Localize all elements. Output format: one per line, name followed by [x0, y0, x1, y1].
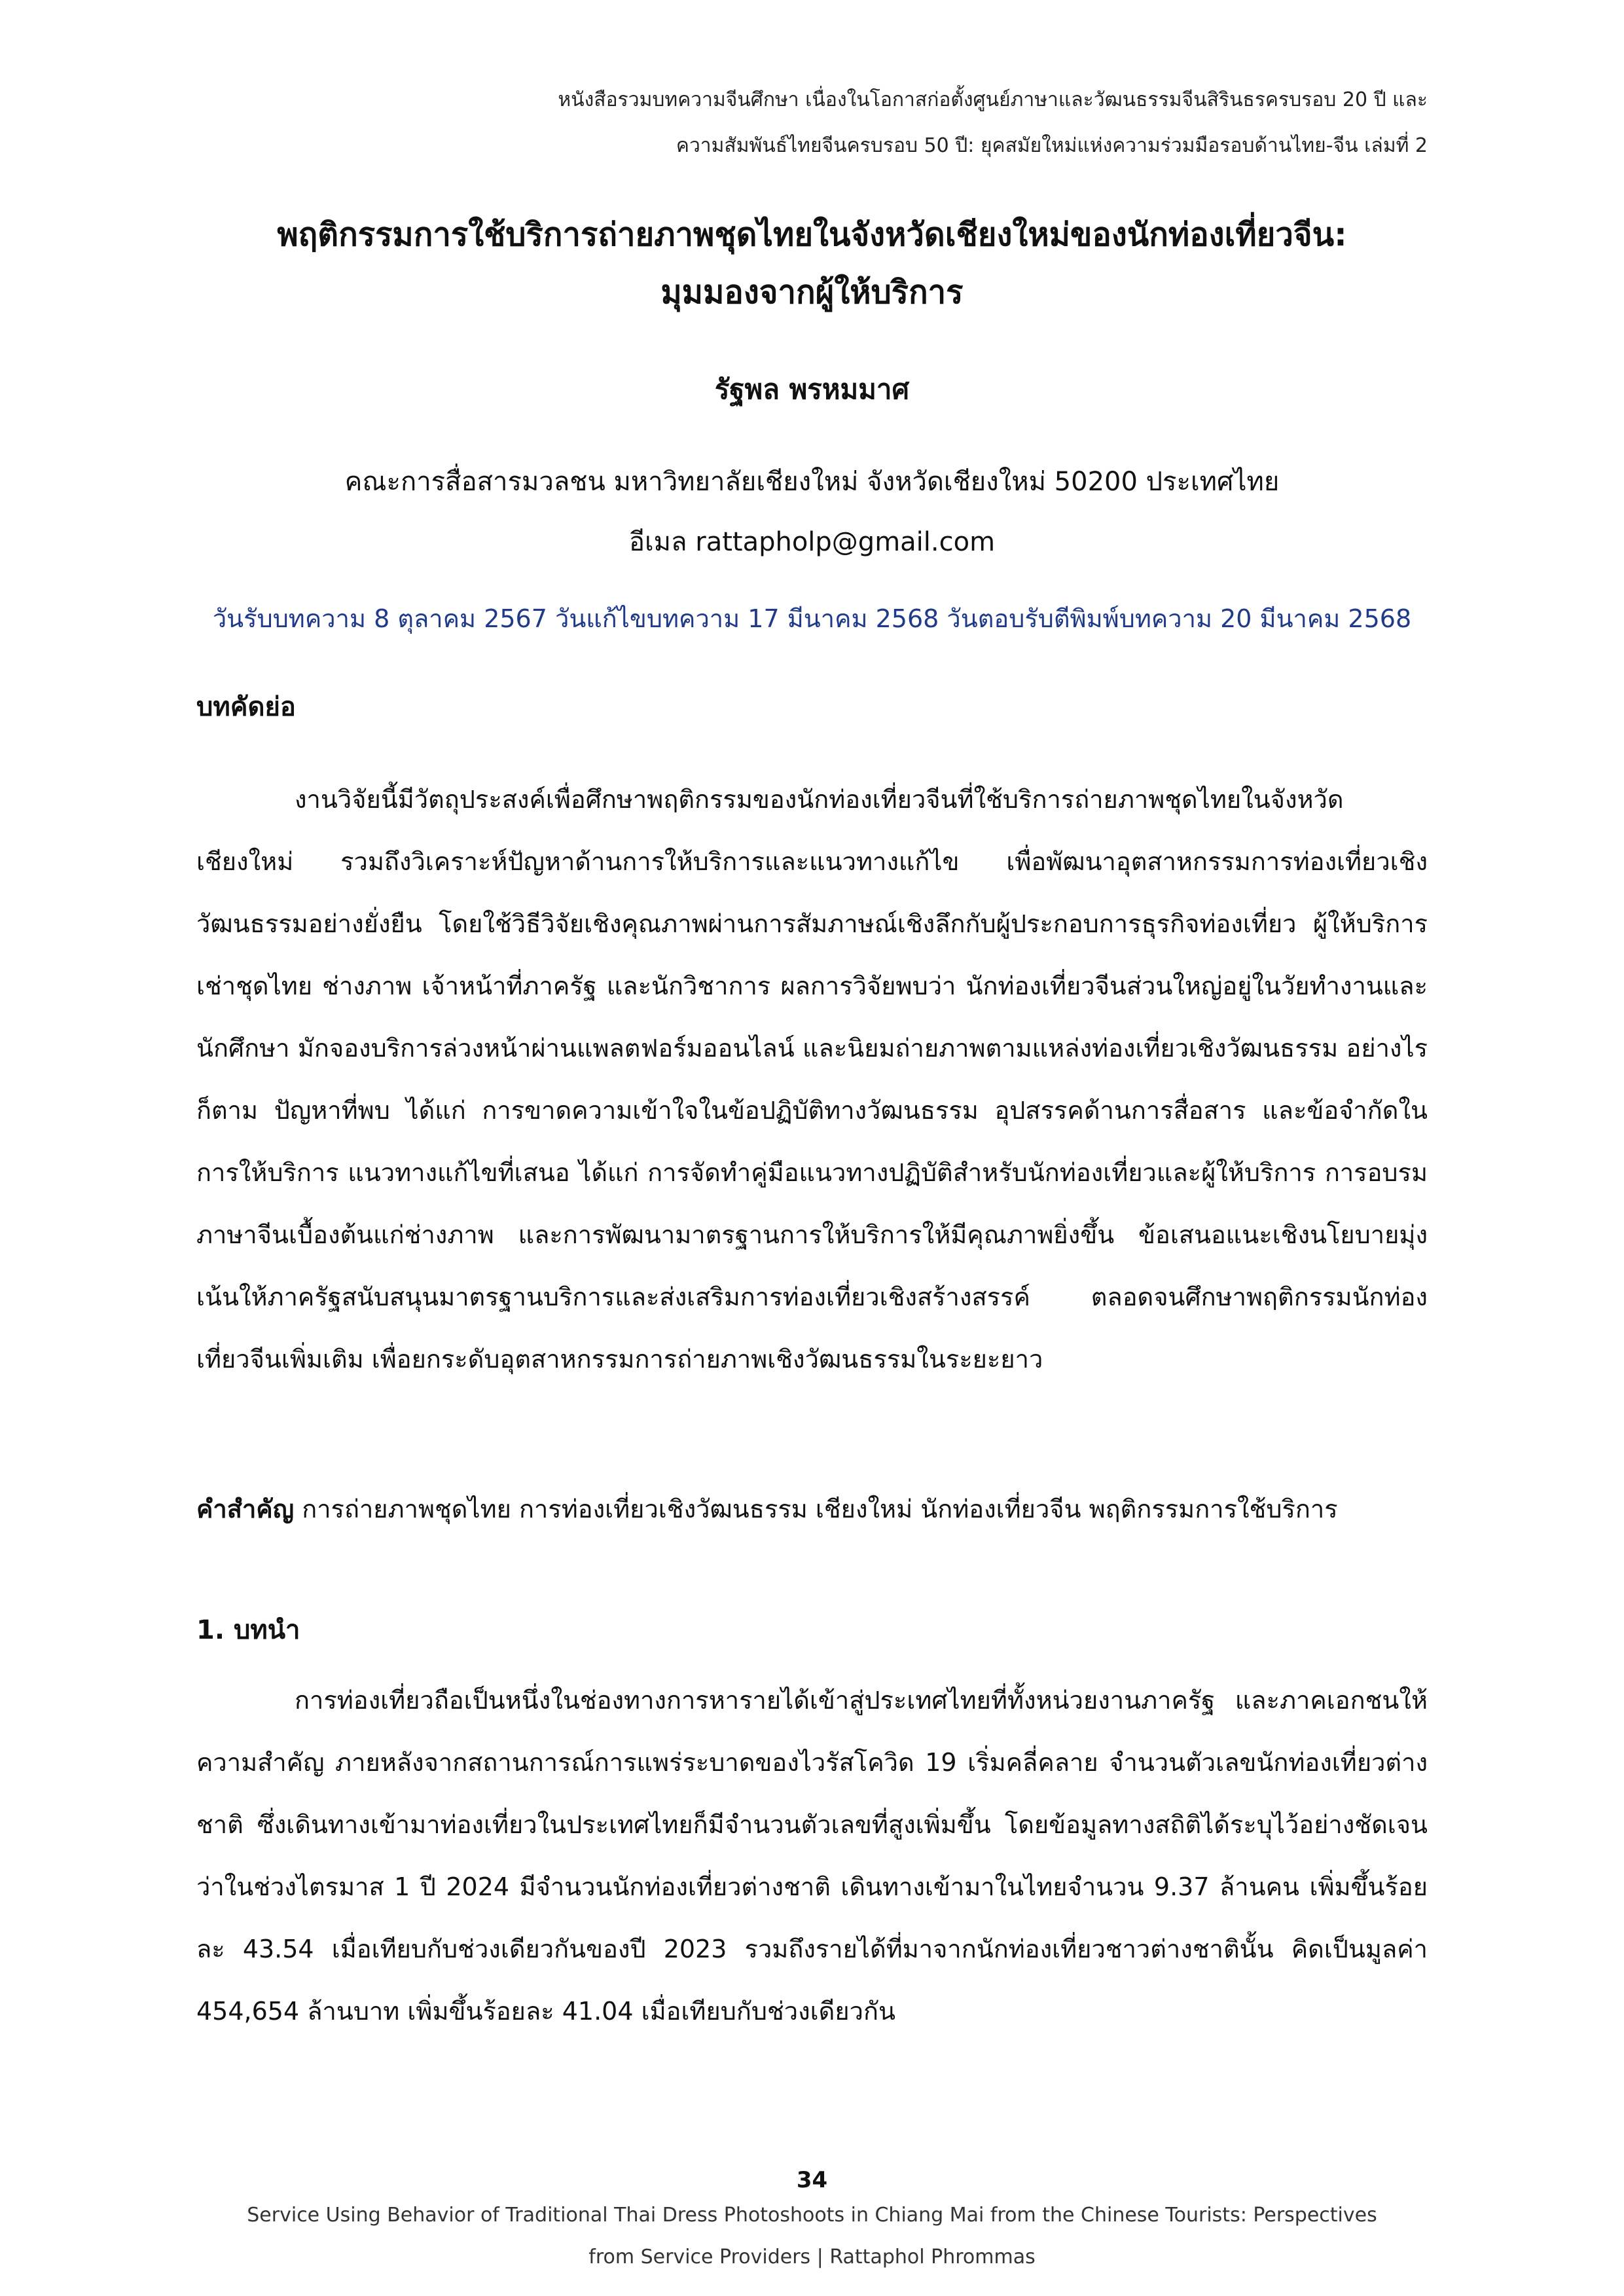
abstract-paragraph	[196, 769, 1428, 1391]
footer-line-1: Service Using Behavior of Traditional Thai Dress Photoshoots in Chiang Mai from the Chinese Tourists: Perspectives	[247, 2204, 1377, 2227]
author-affiliation	[196, 452, 1428, 572]
keywords	[196, 1486, 1428, 1532]
article-title	[196, 206, 1428, 321]
article-title-line-1: พฤติกรรมการใช้บริการถ่ายภาพชุดไทยในจังหวัดเชียงใหม่ของนักท่องเที่ยวจีน:	[277, 216, 1347, 253]
affiliation-line: คณะการสื่อสารมวลชน มหาวิทยาลัยเชียงใหม่ จังหวัดเชียงใหม่ 50200 ประเทศไทย	[344, 467, 1280, 497]
author-email: อีเมล rattapholp@gmail.com	[628, 527, 996, 557]
running-header-line-1: หนังสือรวมบทความจีนศึกษา เนื่องในโอกาสก่อตั้งศูนย์ภาษาและวัฒนธรรมจีนสิรินธรครบรอบ 20 ปี และ	[558, 88, 1428, 111]
running-header	[184, 77, 1428, 169]
running-footer	[196, 2195, 1428, 2278]
article-title-line-2: มุมมองจากผู้ให้บริการ	[660, 274, 964, 311]
abstract-text: งานวิจัยนี้มีวัตถุประสงค์เพื่อศึกษาพฤติกรรมของนักท่องเที่ยวจีนที่ใช้บริการถ่ายภาพชุดไทยในจังหวัดเชียงใหม่ รวมถึงวิเคราะห์ปัญหาด้านการให้บริการและแนวทางแก้ไข เพื่อพัฒนาอุตสาหกรรมการท่องเที่ยวเชิงวัฒนธรรมอย่างยั่งยืน โดยใช้วิธีวิจัยเชิงคุณภาพผ่านการสัมภาษณ์เชิงลึกกับผู้ประกอบการธุรกิจท่องเที่ยว ผู้ให้บริการเช่าชุดไทย ช่างภาพ เจ้าหน้าที่ภาครัฐ และนักวิชาการ ผลการวิจัยพบว่า นักท่องเที่ยวจีนส่วนใหญ่อยู่ในวัยทำงานและนักศึกษา มักจองบริการล่วงหน้าผ่านแพลตฟอร์มออนไลน์ และนิยมถ่ายภาพตามแหล่งท่องเที่ยวเชิงวัฒนธรรม อย่างไรก็ตาม ปัญหาที่พบ ได้แก่ การขาดความเข้าใจในข้อปฏิบัติทางวัฒนธรรม อุปสรรคด้านการสื่อสาร และข้อจำกัดในการให้บริการ แนวทางแก้ไขที่เสนอ ได้แก่ การจัดทำคู่มือแนวทางปฏิบัติสำหรับนักท่องเที่ยวและผู้ให้บริการ การอบรมภาษาจีนเบื้องต้นแก่ช่างภาพ และการพัฒนามาตรฐานการให้บริการให้มีคุณภาพยิ่งขึ้น ข้อเสนอแนะเชิงนโยบายมุ่งเน้นให้ภาครัฐสนับสนุนมาตรฐานบริการและส่งเสริมการท่องเที่ยวเชิงสร้างสรรค์ ตลอดจนศึกษาพฤติกรรมนักท่องเที่ยวจีนเพิ่มเติม เพื่อยกระดับอุตสาหกรรมการถ่ายภาพเชิงวัฒนธรรมในระยะยาว	[196, 785, 1428, 1374]
keywords-text: การถ่ายภาพชุดไทย การท่องเที่ยวเชิงวัฒนธรรม เชียงใหม่ นักท่องเที่ยวจีน พฤติกรรมการใช้บริการ	[302, 1495, 1338, 1523]
keywords-label: คำสำคัญ	[196, 1495, 295, 1523]
intro-heading: 1. บทนำ	[196, 1615, 300, 1645]
intro-paragraph	[196, 1669, 1428, 2043]
author-name: รัฐพล พรหมมาศ	[714, 373, 910, 405]
intro-text: การท่องเที่ยวถือเป็นหนึ่งในช่องทางการหารายได้เข้าสู่ประเทศไทยที่ทั้งหน่วยงานภาครัฐ และภาคเอกชนให้ความสำคัญ ภายหลังจากสถานการณ์การแพร่ระบาดของไวรัสโควิด 19 เริ่มคลี่คลาย จำนวนตัวเลขนักท่องเที่ยวต่างชาติ ซึ่งเดินทางเข้ามาท่องเที่ยวในประเทศไทยก็มีจำนวนตัวเลขที่สูงเพิ่มขึ้น โดยข้อมูลทางสถิติได้ระบุไว้อย่างชัดเจนว่าในช่วงไตรมาส 1 ปี 2024 มีจำนวนนักท่องเที่ยวต่างชาติ เดินทางเข้ามาในไทยจำนวน 9.37 ล้านคน เพิ่มขึ้นร้อยละ 43.54 เมื่อเทียบกับช่วงเดียวกันของปี 2023 รวมถึงรายได้ที่มาจากนักท่องเที่ยวชาวต่างชาตินั้น คิดเป็นมูลค่า 454,654 ล้านบาท เพิ่มขึ้นร้อยละ 41.04 เมื่อเทียบกับช่วงเดียวกัน	[196, 1686, 1428, 2026]
page-number: 34	[796, 2167, 828, 2193]
footer-line-2: from Service Providers | Rattaphol Phrommas	[588, 2246, 1036, 2269]
running-header-line-2: ความสัมพันธ์ไทยจีนครบรอบ 50 ปี: ยุคสมัยใหม่แห่งความร่วมมือรอบด้านไทย-จีน เล่มที่ 2	[676, 134, 1428, 157]
submission-dates: วันรับบทความ 8 ตุลาคม 2567 วันแก้ไขบทความ 17 มีนาคม 2568 วันตอบรับตีพิมพ์บทความ 20 มีนาคม 2568	[212, 604, 1412, 633]
abstract-heading: บทคัดย่อ	[196, 692, 296, 722]
